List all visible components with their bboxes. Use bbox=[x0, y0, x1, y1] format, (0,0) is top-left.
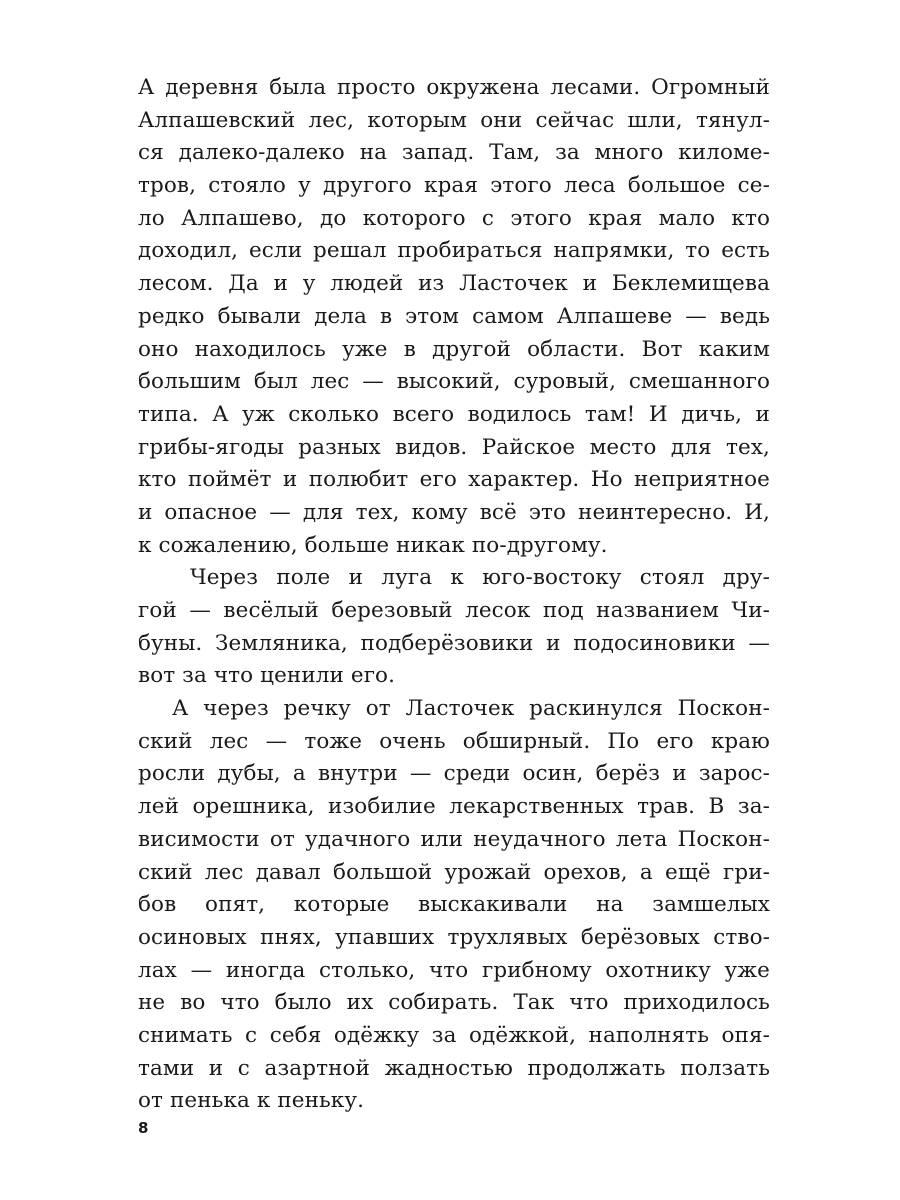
text-line: бов опят, которые выскакивали на замшелых bbox=[138, 892, 770, 918]
text-line: Через поле и луга к юго-востоку стоял дру- bbox=[190, 565, 770, 591]
text-line: к сожалению, больше никак по-другому. bbox=[138, 532, 608, 558]
text-line: доходил, если решал пробираться напрямки, то есть bbox=[138, 238, 770, 264]
text-line: ский лес давал большой урожай орехов, а ещё гри- bbox=[138, 859, 770, 885]
text-line: кто поймёт и полюбит его характер. Но неприятное bbox=[138, 467, 770, 493]
text-line: снимать с себя одёжку за одёжкой, наполнять опя- bbox=[138, 1022, 770, 1048]
text-line: лесом. Да и у людей из Ласточек и Беклемищева bbox=[138, 271, 770, 297]
text-line: большим был лес — высокий, суровый, смешанного bbox=[138, 369, 770, 395]
text-line: Алпашевский лес, которым они сейчас шли, тянул- bbox=[138, 107, 770, 133]
text-line: А деревня была просто окружена лесами. Огромный bbox=[138, 75, 770, 100]
text-line: тами и с азартной жадностью продолжать ползать bbox=[138, 1055, 770, 1081]
page-number: 8 bbox=[138, 1119, 149, 1137]
text-line: оно находилось уже в другой области. Вот каким bbox=[138, 336, 770, 362]
paragraph-3 bbox=[138, 693, 770, 1118]
text-line: висимости от удачного или неудачного лета Поскон- bbox=[138, 826, 770, 852]
text-line: вот за что ценили его. bbox=[138, 663, 396, 689]
text-line: и опасное — для тех, кому всё это неинтересно. И, bbox=[138, 499, 770, 525]
text-line: росли дубы, а внутри — среди осин, берёз и зарос- bbox=[138, 761, 770, 787]
body-text bbox=[138, 72, 770, 1118]
text-line: тров, стояло у другого края этого леса большое се- bbox=[138, 173, 770, 199]
text-line: буны. Земляника, подберёзовики и подосиновики — bbox=[138, 630, 770, 656]
text-line: ло Алпашево, до которого с этого края мало кто bbox=[138, 205, 770, 231]
text-line: гой — весёлый березовый лесок под названием Чи- bbox=[138, 598, 770, 623]
text-line: ся далеко-далеко на запад. Там, за много киломе- bbox=[138, 140, 770, 166]
text-line: А через речку от Ласточек раскинулся Поскон- bbox=[172, 696, 770, 722]
text-line: ский лес — тоже очень обширный. По его краю bbox=[138, 728, 770, 754]
text-line: редко бывали дела в этом самом Алпашеве — ведь bbox=[138, 303, 770, 329]
text-line: осиновых пнях, упавших трухлявых берёзовых ство- bbox=[138, 924, 770, 950]
text-line: грибы-ягоды разных видов. Райское место для тех, bbox=[138, 434, 770, 460]
paragraph-1 bbox=[138, 72, 770, 562]
text-line: типа. А уж сколько всего водилось там! И дичь, и bbox=[138, 401, 770, 427]
paragraph-2 bbox=[138, 562, 770, 693]
text-line: лей орешника, изобилие лекарственных трав. В за- bbox=[138, 794, 770, 820]
text-line: лах — иногда столько, что грибному охотнику уже bbox=[138, 957, 770, 983]
text-line: не во что было их собирать. Так что приходилось bbox=[138, 990, 770, 1016]
text-line: от пенька к пеньку. bbox=[138, 1088, 365, 1114]
